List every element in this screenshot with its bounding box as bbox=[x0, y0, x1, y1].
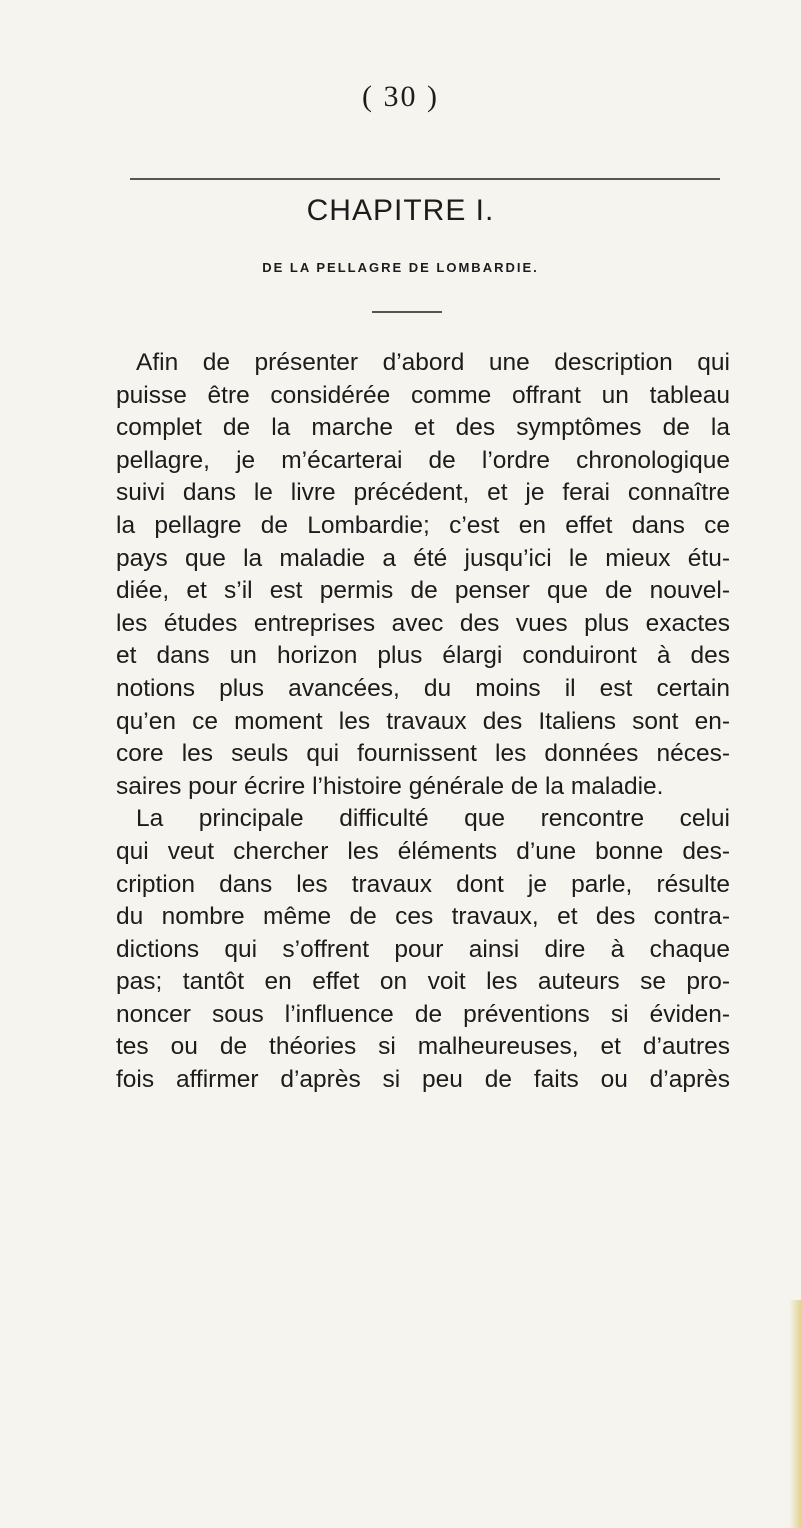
text-line: saires pour écrire l’histoire générale de la maladie. bbox=[116, 772, 664, 800]
text-line: complet de la marche et des symptômes de la bbox=[116, 414, 730, 442]
section-rule bbox=[372, 311, 442, 313]
text-line: cription dans les travaux dont je parle, résulte bbox=[116, 870, 730, 898]
text-line: les études entreprises avec des vues plus exactes bbox=[116, 609, 730, 637]
text-line: pas; tantôt en effet on voit les auteurs se pro- bbox=[116, 968, 730, 996]
text-line: pays que la maladie a été jusqu’ici le mieux étu- bbox=[116, 544, 730, 572]
text-line: notions plus avancées, du moins il est certain bbox=[116, 674, 730, 702]
text-line: suivi dans le livre précédent, et je ferai connaître bbox=[116, 479, 730, 507]
header-rule bbox=[130, 178, 720, 180]
text-line: fois affirmer d’après si peu de faits ou d’après bbox=[116, 1066, 730, 1094]
chapter-subtitle: DE LA PELLAGRE DE LOMBARDIE. bbox=[262, 260, 539, 275]
text-line: puisse être considérée comme offrant un tableau bbox=[116, 381, 730, 409]
text-line: La principale difficulté que rencontre celui bbox=[136, 805, 730, 833]
text-line: pellagre, je m’écarterai de l’ordre chronologique bbox=[116, 446, 730, 474]
text-line: tes ou de théories si malheureuses, et d’autres bbox=[116, 1033, 730, 1061]
body-text bbox=[116, 347, 730, 1097]
text-line: dictions qui s’offrent pour ainsi dire à chaque bbox=[116, 935, 730, 963]
text-line: et dans un horizon plus élargi conduiront à des bbox=[116, 642, 730, 670]
text-line: Afin de présenter d’abord une description qui bbox=[136, 349, 730, 376]
text-line: qui veut chercher les éléments d’une bonne des- bbox=[116, 837, 730, 865]
chapter-title: CHAPITRE I. bbox=[306, 194, 495, 227]
page-number: ( 30 ) bbox=[362, 80, 439, 113]
text-line: la pellagre de Lombardie; c’est en effet dans ce bbox=[116, 511, 730, 539]
text-line: qu’en ce moment les travaux des Italiens sont en- bbox=[116, 707, 730, 735]
page-edge-stain bbox=[789, 1300, 801, 1528]
text-line: diée, et s’il est permis de penser que de nouvel- bbox=[116, 577, 730, 605]
text-line: core les seuls qui fournissent les données néces- bbox=[116, 740, 730, 768]
text-line: noncer sous l’influence de préventions si éviden- bbox=[116, 1000, 730, 1028]
text-line: du nombre même de ces travaux, et des contra- bbox=[116, 903, 730, 931]
